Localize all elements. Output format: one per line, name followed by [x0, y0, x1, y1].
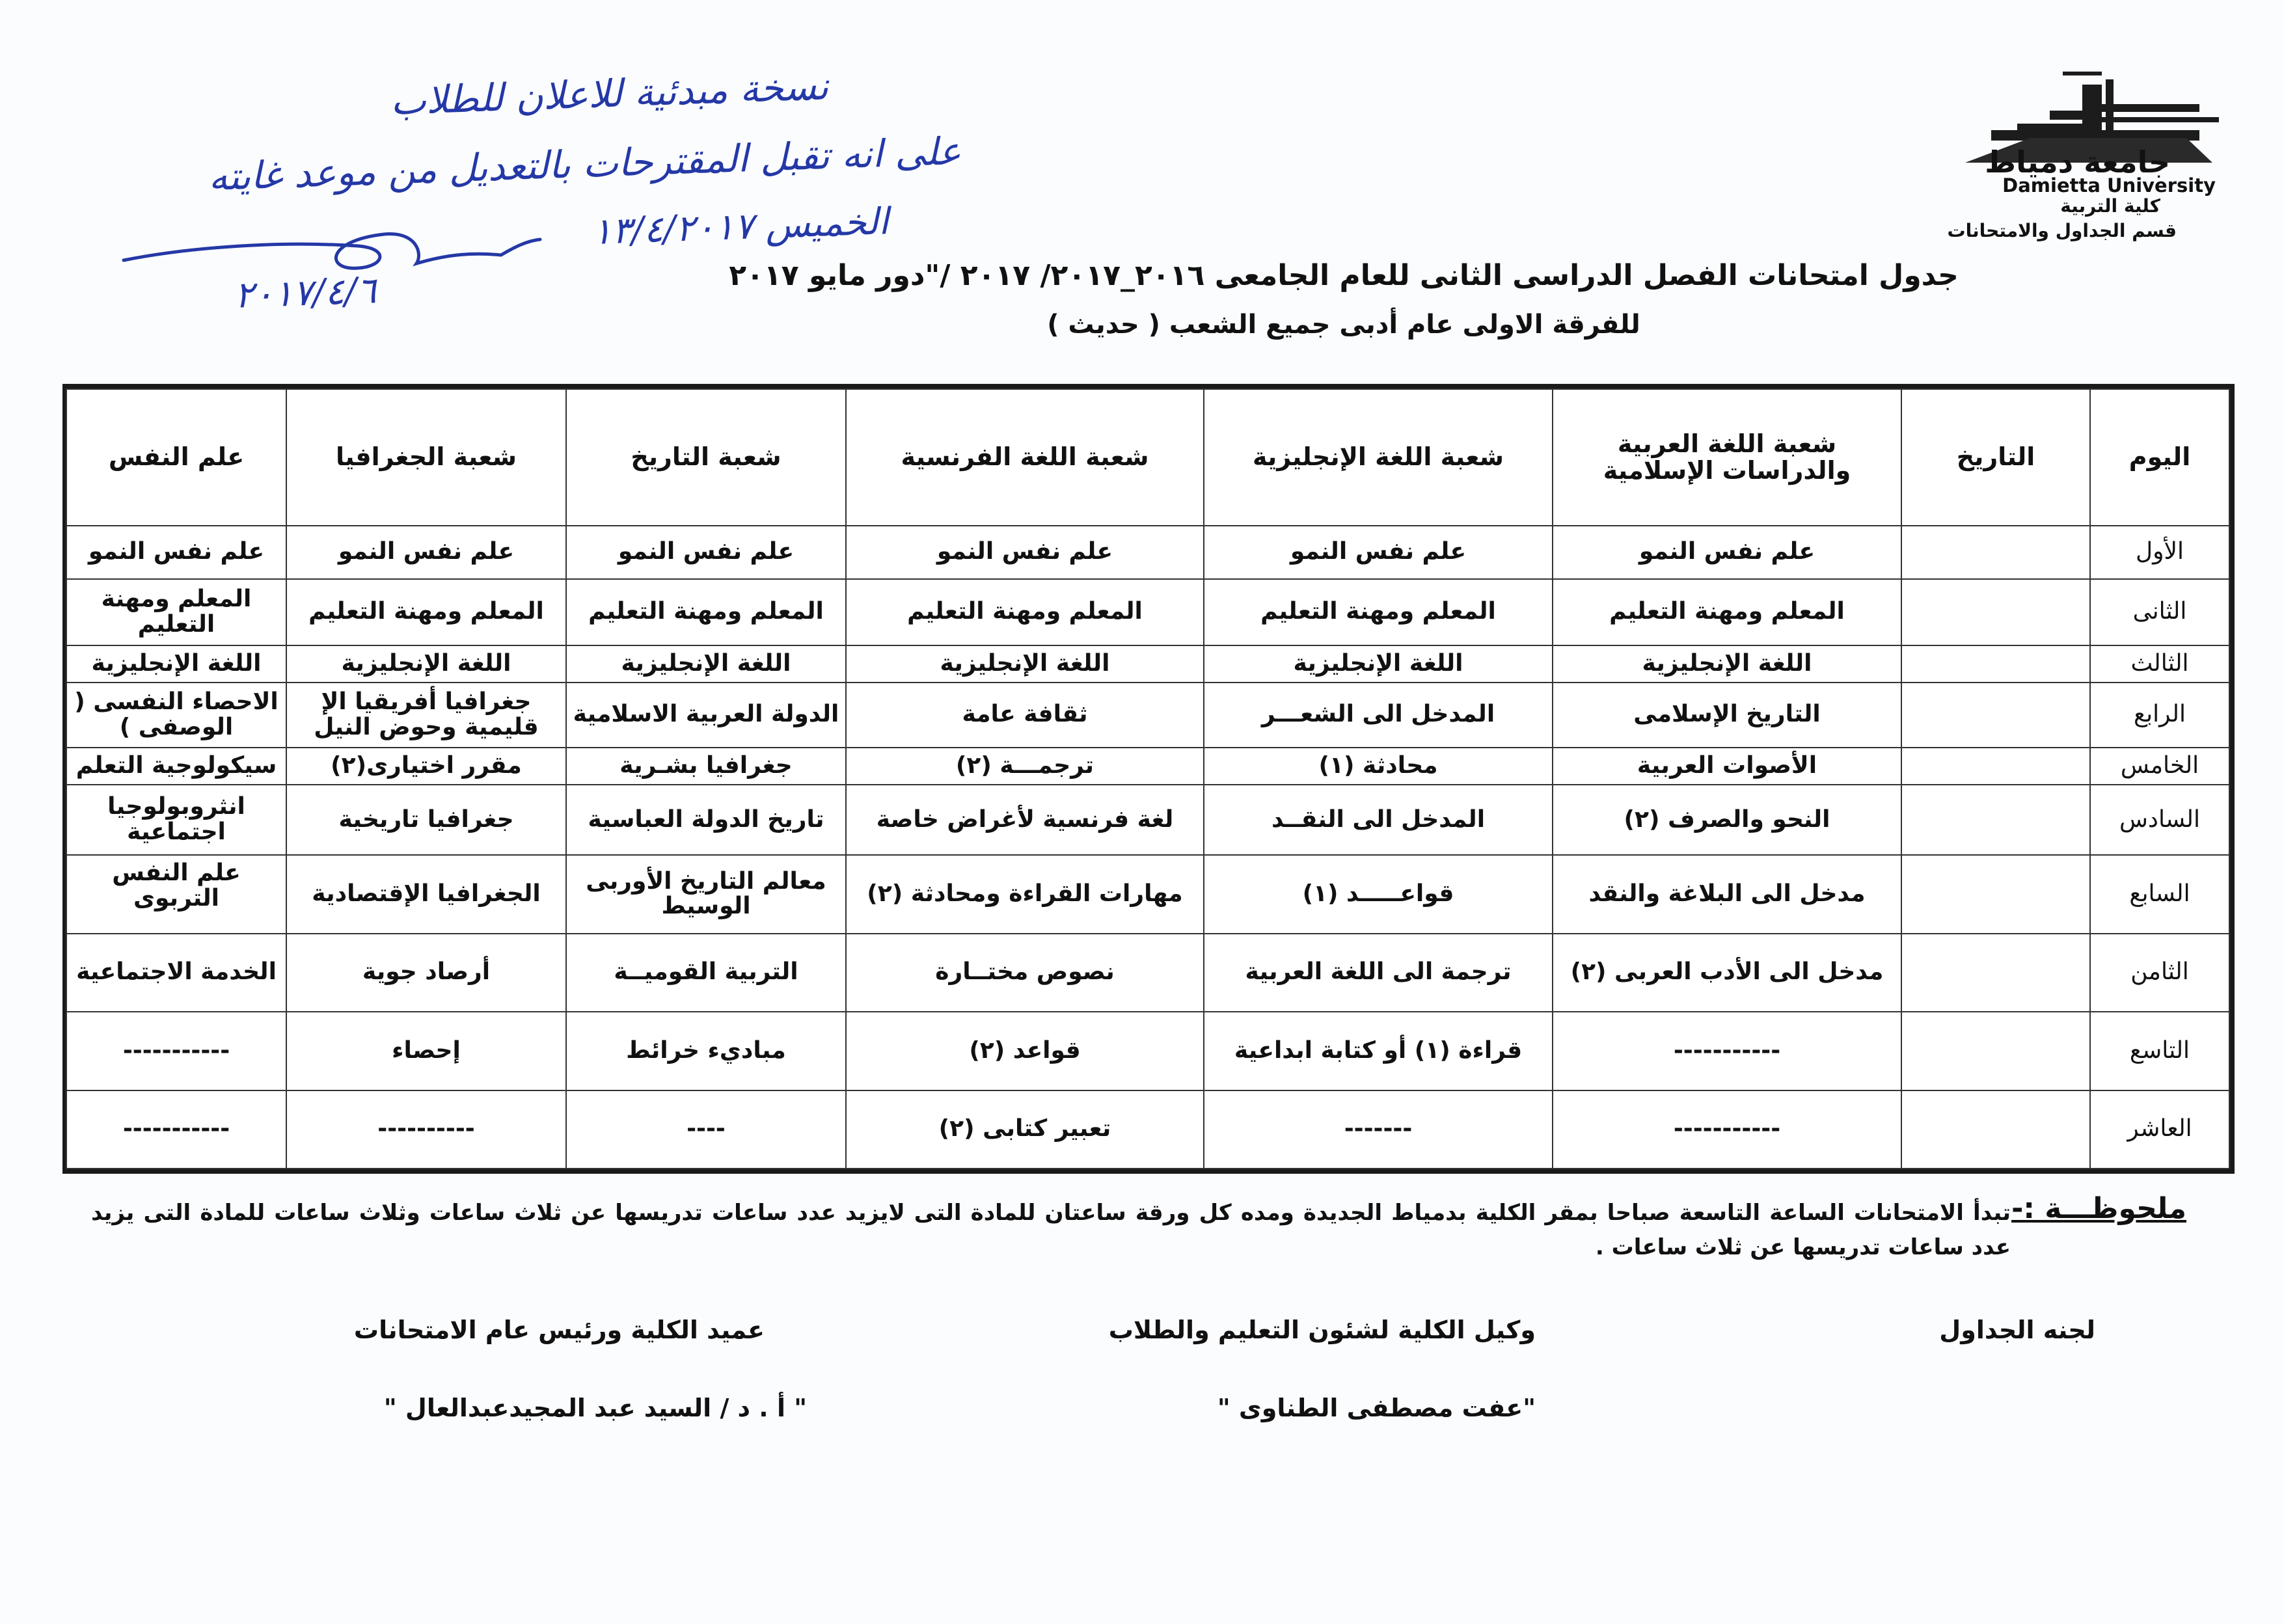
subject-cell: التربية القوميــة: [566, 934, 846, 1012]
note-text: تبدأ الامتحانات الساعة التاسعة صباحا بمقر الكلية بدمياط الجديدة ومده كل ورقة ساعتان للمادة التى لايزيد عدد ساعات تدريسها عن ثلاث ساعات وثلاث ساعات للمادة التى يزيد عدد ساعات تدريسها عن ثلاث ساعات .: [91, 1200, 2011, 1260]
handwritten-line-3: الخميس ١٣/٤/٢٠١٧: [591, 200, 890, 253]
subject-cell: المعلم ومهنة التعليم: [66, 579, 286, 645]
table-row: [66, 855, 2229, 933]
subject-cell: علم نفس النمو: [1204, 526, 1553, 579]
table-row: [66, 1090, 2229, 1169]
subject-cell: اللغة الإنجليزية: [286, 645, 566, 683]
note-label: ملحوظـــة :-: [2011, 1192, 2186, 1225]
table-row: [66, 785, 2229, 855]
subject-cell: انثروبولوجيا اجتماعية: [66, 785, 286, 855]
subject-cell: المدخل الى النقــد: [1204, 785, 1553, 855]
subject-cell: الأصوات العربية: [1553, 748, 1901, 785]
subject-cell: محادثة (١): [1204, 748, 1553, 785]
subject-cell: المعلم ومهنة التعليم: [1553, 579, 1901, 645]
subject-cell: جغرافيا أفريقيا الإ قليمية وحوض النيل: [286, 683, 566, 748]
signature-committee: لجنه الجداول: [1939, 1316, 2095, 1344]
table-row: [66, 748, 2229, 785]
signature-vice-dean-title: وكيل الكلية لشئون التعليم والطلاب: [1108, 1316, 1536, 1344]
handwritten-line-2: على انه تقبل المقترحات بالتعديل من موعد غايته: [208, 128, 962, 200]
subject-cell: -----------: [1553, 1090, 1901, 1169]
schedule-title: جدول امتحانات الفصل الدراسى الثانى للعام الجامعى ٢٠١٦_٢٠١٧/ ٢٠١٧ /"دور مايو ٢٠١٧: [729, 259, 1959, 292]
date-cell: [1901, 1012, 2090, 1090]
date-cell: [1901, 1090, 2090, 1169]
subject-cell: اللغة الإنجليزية: [1204, 645, 1553, 683]
header-date: التاريخ: [1901, 389, 2090, 526]
date-cell: [1901, 855, 2090, 933]
subject-cell: علم النفس التربوى: [66, 855, 286, 933]
header-arabic-division: شعبة اللغة العربية والدراسات الإسلامية: [1553, 389, 1901, 526]
subject-cell: المعلم ومهنة التعليم: [286, 579, 566, 645]
subject-cell: علم نفس النمو: [1553, 526, 1901, 579]
subject-cell: الاحصاء النفسى ( الوصفى ): [66, 683, 286, 748]
date-cell: [1901, 934, 2090, 1012]
subject-cell: تعبير كتابى (٢): [846, 1090, 1204, 1169]
date-cell: [1901, 526, 2090, 579]
subject-cell: علم نفس النمو: [66, 526, 286, 579]
day-cell: الخامس: [2090, 748, 2229, 785]
header-french-division: شعبة اللغة الفرنسية: [846, 389, 1204, 526]
table-row: [66, 526, 2229, 579]
day-cell: الأول: [2090, 526, 2229, 579]
subject-cell: تاريخ الدولة العباسية: [566, 785, 846, 855]
subject-cell: ثقافة عامة: [846, 683, 1204, 748]
subject-cell: سيكولوجية التعلم: [66, 748, 286, 785]
day-cell: السابع: [2090, 855, 2229, 933]
day-cell: الثامن: [2090, 934, 2229, 1012]
subject-cell: علم نفس النمو: [846, 526, 1204, 579]
subject-cell: جغرافيا تاريخية: [286, 785, 566, 855]
subject-cell: ----------: [286, 1090, 566, 1169]
signature-dean-name: " أ . د / السيد عبد المجيدعبدالعال ": [383, 1394, 807, 1422]
subject-cell: قواعـــــد (١): [1204, 855, 1553, 933]
subject-cell: الجغرافيا الإقتصادية: [286, 855, 566, 933]
subject-cell: التاريخ الإسلامى: [1553, 683, 1901, 748]
date-cell: [1901, 579, 2090, 645]
header-english-division: شعبة اللغة الإنجليزية: [1204, 389, 1553, 526]
subject-cell: أرصاد جوية: [286, 934, 566, 1012]
subject-cell: -----------: [66, 1090, 286, 1169]
subject-cell: اللغة الإنجليزية: [1553, 645, 1901, 683]
date-cell: [1901, 785, 2090, 855]
day-cell: الثالث: [2090, 645, 2229, 683]
day-cell: السادس: [2090, 785, 2229, 855]
subject-cell: مقرر اختيارى(٢): [286, 748, 566, 785]
subject-cell: إحصاء: [286, 1012, 566, 1090]
day-cell: التاسع: [2090, 1012, 2229, 1090]
subject-cell: المعلم ومهنة التعليم: [566, 579, 846, 645]
subject-cell: مدخل الى البلاغة والنقد: [1553, 855, 1901, 933]
subject-cell: جغرافيا بشـرية: [566, 748, 846, 785]
subject-cell: ترجمـــة (٢): [846, 748, 1204, 785]
handwritten-line-1: نسخة مبدئية للاعلان للطلاب: [390, 64, 830, 124]
signature-dean-title: عميد الكلية ورئيس عام الامتحانات: [353, 1316, 765, 1344]
subject-cell: مباديء خرائط: [566, 1012, 846, 1090]
subject-cell: اللغة الإنجليزية: [566, 645, 846, 683]
subject-cell: -------: [1204, 1090, 1553, 1169]
subject-cell: الدولة العربية الاسلامية: [566, 683, 846, 748]
signature-vice-dean-name: "عفت مصطفى الطناوى ": [1217, 1394, 1536, 1422]
subject-cell: اللغة الإنجليزية: [846, 645, 1204, 683]
table-row: [66, 579, 2229, 645]
subject-cell: علم نفس النمو: [286, 526, 566, 579]
header-history-division: شعبة التاريخ: [566, 389, 846, 526]
day-cell: الرابع: [2090, 683, 2229, 748]
day-cell: الثانى: [2090, 579, 2229, 645]
faculty-name: كلية التربية: [2060, 195, 2160, 217]
subject-cell: -----------: [66, 1012, 286, 1090]
department-name: قسم الجداول والامتحانات: [1947, 220, 2177, 241]
handwritten-date: ٢٠١٧/٤/٦: [233, 269, 377, 317]
university-name-english: Damietta University: [2002, 174, 2216, 196]
subject-cell: علم نفس النمو: [566, 526, 846, 579]
day-cell: العاشر: [2090, 1090, 2229, 1169]
table-row: [66, 1012, 2229, 1090]
header-geography-division: شعبة الجغرافيا: [286, 389, 566, 526]
subject-cell: الخدمة الاجتماعية: [66, 934, 286, 1012]
exam-schedule-table: [62, 384, 2235, 1174]
subject-cell: المعلم ومهنة التعليم: [846, 579, 1204, 645]
subject-cell: مدخل الى الأدب العربى (٢): [1553, 934, 1901, 1012]
subject-cell: المعلم ومهنة التعليم: [1204, 579, 1553, 645]
subject-cell: -----------: [1553, 1012, 1901, 1090]
date-cell: [1901, 645, 2090, 683]
subject-cell: قواعد (٢): [846, 1012, 1204, 1090]
subject-cell: ----: [566, 1090, 846, 1169]
subject-cell: النحو والصرف (٢): [1553, 785, 1901, 855]
date-cell: [1901, 748, 2090, 785]
subject-cell: قراءة (١) أو كتابة ابداعية: [1204, 1012, 1553, 1090]
subject-cell: معالم التاريخ الأوربى الوسيط: [566, 855, 846, 933]
date-cell: [1901, 683, 2090, 748]
table-header-row: [66, 389, 2229, 526]
schedule-subtitle: للفرقة الاولى عام أدبى جميع الشعب ( حديث ): [1047, 310, 1640, 340]
table-row: [66, 683, 2229, 748]
university-name-arabic: جامعة دمياط: [1985, 144, 2170, 180]
subject-cell: نصوص مختــارة: [846, 934, 1204, 1012]
subject-cell: لغة فرنسية لأغراض خاصة: [846, 785, 1204, 855]
header-day: اليوم: [2090, 389, 2229, 526]
subject-cell: المدخل الى الشعـــر: [1204, 683, 1553, 748]
table-row: [66, 934, 2229, 1012]
table-row: [66, 645, 2229, 683]
header-psychology: علم النفس: [66, 389, 286, 526]
subject-cell: مهارات القراءة ومحادثة (٢): [846, 855, 1204, 933]
subject-cell: اللغة الإنجليزية: [66, 645, 286, 683]
subject-cell: ترجمة الى اللغة العربية: [1204, 934, 1553, 1012]
